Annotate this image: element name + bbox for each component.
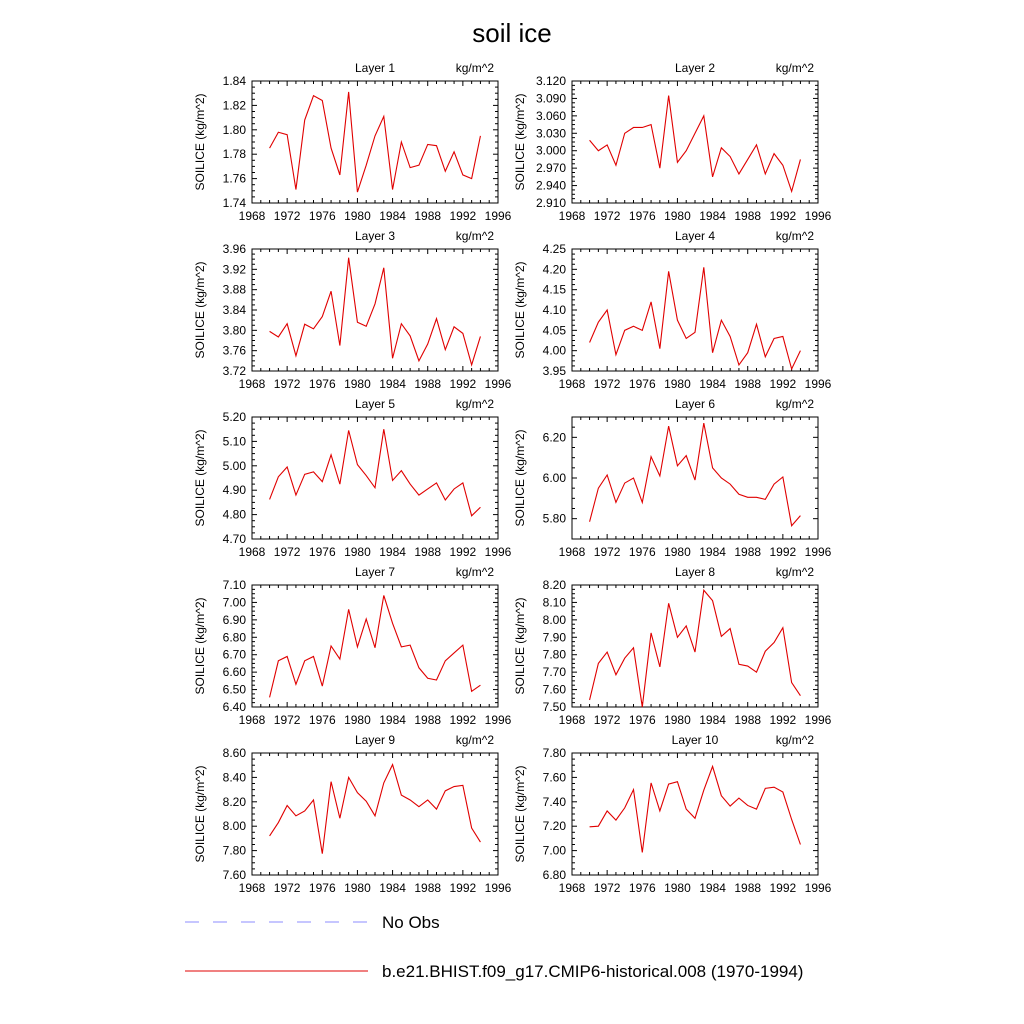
x-tick-label: 1976 bbox=[308, 377, 336, 391]
x-tick-label: 1984 bbox=[379, 209, 406, 223]
x-tick-label: 1972 bbox=[593, 713, 621, 727]
y-tick-label: 6.50 bbox=[222, 682, 246, 697]
y-tick-label: 3.84 bbox=[222, 303, 246, 317]
x-tick-label: 1972 bbox=[593, 881, 621, 895]
y-tick-label: 4.00 bbox=[542, 343, 566, 358]
x-tick-label: 1968 bbox=[238, 881, 266, 895]
x-tick-label: 1988 bbox=[734, 881, 762, 895]
y-tick-label: 3.72 bbox=[222, 364, 246, 378]
x-tick-label: 1992 bbox=[769, 545, 797, 559]
y-tick-label: 2.970 bbox=[535, 161, 566, 176]
plot-frame bbox=[572, 585, 818, 707]
x-tick-label: 1972 bbox=[273, 377, 301, 391]
y-tick-label: 7.40 bbox=[542, 794, 566, 809]
y-tick-label: 7.00 bbox=[542, 843, 566, 858]
panel-label: Layer 5 bbox=[354, 397, 396, 411]
x-tick-label: 1976 bbox=[628, 881, 656, 895]
y-tick-label: 7.60 bbox=[222, 868, 246, 882]
panel-units: kg/m^2 bbox=[455, 229, 494, 243]
panel-label: Layer 3 bbox=[354, 229, 396, 243]
y-tick-label: 1.84 bbox=[222, 74, 246, 88]
y-tick-label: 3.120 bbox=[535, 74, 566, 88]
x-tick-label: 1988 bbox=[734, 377, 762, 391]
y-tick-label: 3.76 bbox=[222, 343, 246, 358]
x-tick-label: 1968 bbox=[238, 377, 266, 391]
x-tick-label: 1980 bbox=[664, 209, 691, 223]
x-tick-label: 1980 bbox=[664, 713, 691, 727]
x-tick-label: 1972 bbox=[273, 545, 301, 559]
x-tick-label: 1992 bbox=[769, 713, 797, 727]
y-tick-label: 3.030 bbox=[535, 126, 566, 141]
series-line bbox=[270, 595, 481, 697]
plot-frame bbox=[572, 753, 818, 875]
panel-label: Layer 7 bbox=[354, 565, 396, 579]
panel-layer-6 bbox=[513, 397, 832, 559]
y-tick-label: 5.80 bbox=[542, 511, 566, 526]
panel-units: kg/m^2 bbox=[775, 733, 814, 747]
x-tick-label: 1984 bbox=[379, 545, 406, 559]
y-tick-label: 1.76 bbox=[222, 171, 246, 186]
y-tick-label: 4.25 bbox=[542, 242, 566, 256]
y-tick-label: 6.70 bbox=[222, 647, 246, 662]
x-tick-label: 1976 bbox=[308, 881, 336, 895]
panel-units: kg/m^2 bbox=[455, 61, 494, 75]
y-tick-label: 8.40 bbox=[222, 770, 246, 785]
x-tick-label: 1992 bbox=[769, 881, 797, 895]
y-tick-label: 7.10 bbox=[222, 578, 246, 592]
y-tick-label: 7.60 bbox=[542, 770, 566, 785]
x-tick-label: 1972 bbox=[593, 545, 621, 559]
y-tick-label: 5.00 bbox=[222, 458, 246, 473]
x-tick-label: 1984 bbox=[699, 209, 726, 223]
y-tick-label: 2.910 bbox=[535, 196, 566, 210]
panel-layer-8 bbox=[513, 565, 832, 727]
panel-layer-5 bbox=[193, 397, 512, 559]
y-tick-label: 4.20 bbox=[542, 262, 566, 277]
y-tick-label: 8.10 bbox=[542, 595, 566, 610]
panel-label: Layer 1 bbox=[354, 61, 396, 75]
y-tick-label: 8.60 bbox=[222, 746, 246, 760]
x-tick-label: 1992 bbox=[449, 545, 477, 559]
y-axis-label: SOILICE (kg/m^2) bbox=[193, 429, 207, 527]
panel-layer-10 bbox=[513, 733, 832, 895]
panel-layer-2 bbox=[513, 61, 832, 223]
y-tick-label: 2.940 bbox=[535, 178, 566, 193]
x-tick-label: 1988 bbox=[734, 713, 762, 727]
y-tick-label: 7.70 bbox=[542, 665, 566, 680]
x-tick-label: 1992 bbox=[769, 377, 797, 391]
panel-layer-3 bbox=[193, 229, 512, 391]
x-tick-label: 1980 bbox=[344, 881, 371, 895]
y-axis-label: SOILICE (kg/m^2) bbox=[513, 429, 527, 527]
x-tick-label: 1988 bbox=[414, 209, 442, 223]
y-tick-label: 8.00 bbox=[542, 612, 566, 627]
panel-label: Layer 4 bbox=[674, 229, 716, 243]
x-tick-label: 1980 bbox=[344, 209, 371, 223]
x-tick-label: 1988 bbox=[414, 377, 442, 391]
plot-frame bbox=[572, 81, 818, 203]
x-tick-label: 1996 bbox=[804, 881, 832, 895]
series-line bbox=[270, 258, 481, 365]
y-tick-label: 8.20 bbox=[542, 578, 566, 592]
x-tick-label: 1972 bbox=[273, 881, 301, 895]
series-line bbox=[590, 766, 801, 852]
legend-label-model: b.e21.BHIST.f09_g17.CMIP6-historical.008 (1970-1994) bbox=[382, 962, 804, 981]
y-tick-label: 6.90 bbox=[222, 612, 246, 627]
series-line bbox=[270, 92, 481, 192]
x-tick-label: 1996 bbox=[484, 545, 512, 559]
chart-title: soil ice bbox=[472, 18, 552, 48]
x-tick-label: 1976 bbox=[308, 209, 336, 223]
y-tick-label: 1.80 bbox=[222, 122, 246, 137]
x-tick-label: 1968 bbox=[558, 377, 586, 391]
x-tick-label: 1984 bbox=[699, 713, 726, 727]
x-tick-label: 1996 bbox=[484, 377, 512, 391]
y-tick-label: 4.80 bbox=[222, 507, 246, 522]
panel-label: Layer 8 bbox=[674, 565, 716, 579]
y-tick-label: 5.20 bbox=[222, 410, 246, 424]
x-tick-label: 1980 bbox=[664, 881, 691, 895]
x-tick-label: 1984 bbox=[699, 881, 726, 895]
x-tick-label: 1968 bbox=[238, 545, 266, 559]
y-tick-label: 6.80 bbox=[542, 868, 566, 882]
panel-label: Layer 6 bbox=[674, 397, 716, 411]
panel-units: kg/m^2 bbox=[775, 61, 814, 75]
y-axis-label: SOILICE (kg/m^2) bbox=[513, 765, 527, 863]
x-tick-label: 1972 bbox=[273, 713, 301, 727]
x-tick-label: 1968 bbox=[238, 713, 266, 727]
x-tick-label: 1996 bbox=[804, 545, 832, 559]
panel-units: kg/m^2 bbox=[775, 397, 814, 411]
x-tick-label: 1980 bbox=[344, 545, 371, 559]
x-tick-label: 1988 bbox=[414, 545, 442, 559]
y-tick-label: 7.80 bbox=[542, 647, 566, 662]
y-tick-label: 7.80 bbox=[222, 843, 246, 858]
x-tick-label: 1968 bbox=[558, 209, 586, 223]
x-tick-label: 1996 bbox=[804, 209, 832, 223]
y-tick-label: 3.060 bbox=[535, 108, 566, 123]
x-tick-label: 1976 bbox=[628, 545, 656, 559]
y-axis-label: SOILICE (kg/m^2) bbox=[193, 765, 207, 863]
x-tick-label: 1992 bbox=[449, 209, 477, 223]
y-tick-label: 7.20 bbox=[542, 819, 566, 834]
x-tick-label: 1976 bbox=[628, 713, 656, 727]
plot-frame bbox=[252, 249, 498, 371]
y-tick-label: 3.96 bbox=[222, 242, 246, 256]
y-tick-label: 7.80 bbox=[542, 746, 566, 760]
y-tick-label: 4.90 bbox=[222, 483, 246, 498]
x-tick-label: 1996 bbox=[484, 209, 512, 223]
plot-frame bbox=[572, 249, 818, 371]
y-axis-label: SOILICE (kg/m^2) bbox=[513, 93, 527, 191]
y-tick-label: 6.60 bbox=[222, 665, 246, 680]
y-tick-label: 3.090 bbox=[535, 91, 566, 106]
x-tick-label: 1996 bbox=[484, 881, 512, 895]
y-tick-label: 7.50 bbox=[542, 700, 566, 714]
series-line bbox=[590, 590, 801, 707]
panel-layer-4 bbox=[513, 229, 832, 391]
x-tick-label: 1984 bbox=[379, 881, 406, 895]
y-tick-label: 1.74 bbox=[222, 196, 246, 210]
y-tick-label: 5.10 bbox=[222, 434, 246, 449]
x-tick-label: 1968 bbox=[558, 881, 586, 895]
x-tick-label: 1984 bbox=[379, 713, 406, 727]
x-tick-label: 1996 bbox=[804, 713, 832, 727]
x-tick-label: 1972 bbox=[593, 209, 621, 223]
y-tick-label: 8.20 bbox=[222, 794, 246, 809]
x-tick-label: 1976 bbox=[628, 209, 656, 223]
y-tick-label: 4.15 bbox=[542, 282, 566, 297]
y-tick-label: 4.70 bbox=[222, 532, 246, 546]
panel-units: kg/m^2 bbox=[455, 565, 494, 579]
panel-label: Layer 10 bbox=[671, 733, 719, 747]
y-tick-label: 3.000 bbox=[535, 143, 566, 158]
y-tick-label: 3.92 bbox=[222, 262, 246, 277]
y-tick-label: 3.88 bbox=[222, 282, 246, 297]
x-tick-label: 1976 bbox=[628, 377, 656, 391]
series-line bbox=[590, 96, 801, 192]
y-axis-label: SOILICE (kg/m^2) bbox=[513, 261, 527, 359]
x-tick-label: 1980 bbox=[664, 377, 691, 391]
x-tick-label: 1988 bbox=[414, 713, 442, 727]
series-line bbox=[270, 765, 481, 854]
y-tick-label: 6.20 bbox=[542, 430, 566, 445]
x-tick-label: 1976 bbox=[308, 713, 336, 727]
panel-units: kg/m^2 bbox=[455, 397, 494, 411]
x-tick-label: 1980 bbox=[344, 377, 371, 391]
x-tick-label: 1984 bbox=[699, 545, 726, 559]
legend bbox=[185, 913, 803, 981]
y-tick-label: 6.00 bbox=[542, 471, 566, 485]
x-tick-label: 1996 bbox=[804, 377, 832, 391]
x-tick-label: 1968 bbox=[558, 545, 586, 559]
panel-label: Layer 2 bbox=[674, 61, 716, 75]
panel-grid bbox=[193, 61, 832, 895]
x-tick-label: 1984 bbox=[699, 377, 726, 391]
y-tick-label: 4.05 bbox=[542, 323, 566, 338]
y-tick-label: 1.78 bbox=[222, 147, 246, 162]
series-line bbox=[590, 423, 801, 526]
y-axis-label: SOILICE (kg/m^2) bbox=[193, 261, 207, 359]
panel-units: kg/m^2 bbox=[455, 733, 494, 747]
panel-layer-9 bbox=[193, 733, 512, 895]
y-tick-label: 1.82 bbox=[222, 98, 246, 113]
y-axis-label: SOILICE (kg/m^2) bbox=[193, 597, 207, 695]
x-tick-label: 1992 bbox=[449, 377, 477, 391]
x-tick-label: 1972 bbox=[593, 377, 621, 391]
x-tick-label: 1988 bbox=[414, 881, 442, 895]
y-axis-label: SOILICE (kg/m^2) bbox=[193, 93, 207, 191]
x-tick-label: 1972 bbox=[273, 209, 301, 223]
x-tick-label: 1980 bbox=[664, 545, 691, 559]
x-tick-label: 1980 bbox=[344, 713, 371, 727]
panel-units: kg/m^2 bbox=[775, 565, 814, 579]
y-tick-label: 4.10 bbox=[542, 303, 566, 317]
panel-label: Layer 9 bbox=[354, 733, 396, 747]
panel-layer-7 bbox=[193, 565, 512, 727]
y-tick-label: 3.80 bbox=[222, 323, 246, 338]
series-line bbox=[590, 267, 801, 369]
y-tick-label: 7.60 bbox=[542, 682, 566, 697]
x-tick-label: 1976 bbox=[308, 545, 336, 559]
panel-layer-1 bbox=[193, 61, 512, 223]
y-tick-label: 3.95 bbox=[542, 364, 566, 378]
x-tick-label: 1996 bbox=[484, 713, 512, 727]
x-tick-label: 1992 bbox=[449, 881, 477, 895]
y-tick-label: 7.00 bbox=[222, 595, 246, 610]
x-tick-label: 1968 bbox=[558, 713, 586, 727]
y-axis-label: SOILICE (kg/m^2) bbox=[513, 597, 527, 695]
series-line bbox=[270, 429, 481, 516]
legend-label-no-obs: No Obs bbox=[382, 913, 440, 932]
plot-frame bbox=[252, 417, 498, 539]
x-tick-label: 1984 bbox=[379, 377, 406, 391]
y-tick-label: 8.00 bbox=[222, 819, 246, 834]
panel-units: kg/m^2 bbox=[775, 229, 814, 243]
plot-frame bbox=[252, 81, 498, 203]
x-tick-label: 1992 bbox=[449, 713, 477, 727]
y-tick-label: 6.40 bbox=[222, 700, 246, 714]
x-tick-label: 1988 bbox=[734, 209, 762, 223]
x-tick-label: 1968 bbox=[238, 209, 266, 223]
y-tick-label: 6.80 bbox=[222, 630, 246, 645]
x-tick-label: 1992 bbox=[769, 209, 797, 223]
y-tick-label: 7.90 bbox=[542, 630, 566, 645]
x-tick-label: 1988 bbox=[734, 545, 762, 559]
